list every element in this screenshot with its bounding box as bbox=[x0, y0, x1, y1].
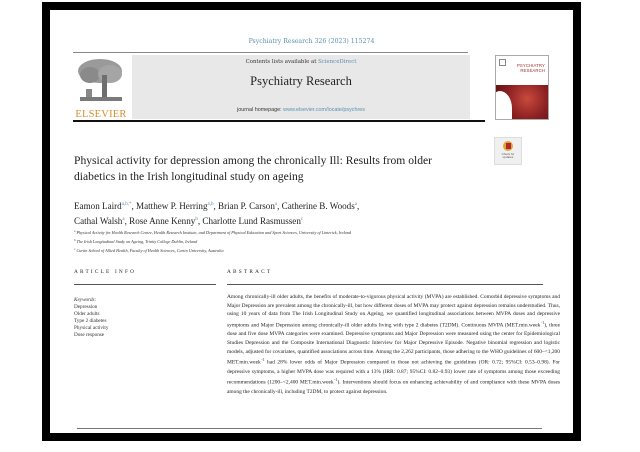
cover-title-line2: RESEARCH bbox=[520, 67, 545, 73]
crossmark-label-line2: updates bbox=[502, 155, 514, 160]
journal-citation: Psychiatry Research 326 (2023) 115274 bbox=[248, 38, 375, 45]
affiliation: $^a$ Physical Activity for Health Research Centre, Health Research Institute, and Department of Physical Education and Sport Sciences, University of Limerick, Ireland bbox=[74, 229, 351, 235]
author[interactable]: Brian P. Carson$^a$ bbox=[218, 201, 278, 211]
article-info-rule bbox=[74, 284, 216, 285]
keyword: Type 2 diabetes bbox=[74, 317, 107, 324]
sciencedirect-link[interactable]: ScienceDirect bbox=[318, 59, 357, 65]
check-for-updates-button[interactable] bbox=[494, 137, 522, 165]
abstract-rule bbox=[227, 284, 543, 285]
keyword: Dose response bbox=[74, 331, 105, 338]
cover-title-line1: PSYCHIATRY bbox=[516, 63, 545, 68]
cover-logo-icon bbox=[499, 59, 506, 66]
homepage-prefix: journal homepage: bbox=[237, 107, 284, 113]
header-top-rule bbox=[73, 52, 468, 53]
keyword: Depression bbox=[74, 303, 98, 310]
header-bottom-rule bbox=[73, 120, 485, 122]
publisher-name: ELSEVIER bbox=[75, 109, 127, 120]
affiliation: $^b$ The Irish Longitudinal Study on Ageing, Trinity College Dublin, Ireland bbox=[74, 237, 198, 244]
journal-cover-thumbnail bbox=[495, 55, 549, 120]
crossmark-label-line1: Check for bbox=[501, 152, 515, 156]
article-info-heading: ARTICLE INFO bbox=[74, 269, 137, 275]
elsevier-tree-icon bbox=[76, 57, 124, 104]
crossmark-label bbox=[495, 153, 521, 160]
cover-title bbox=[517, 64, 545, 73]
cover-face-silhouette bbox=[495, 91, 512, 120]
paper-first-page bbox=[50, 10, 573, 433]
cover-image bbox=[496, 85, 548, 119]
journal-title: Psychiatry Research bbox=[250, 74, 352, 88]
contents-prefix: Contents lists available at bbox=[245, 59, 319, 65]
keyword: Physical activity bbox=[74, 324, 109, 331]
keyword: Older adults bbox=[74, 310, 100, 317]
elsevier-logo bbox=[72, 57, 128, 123]
homepage-line bbox=[132, 107, 470, 113]
homepage-link[interactable]: www.elsevier.com/locate/psychres bbox=[283, 107, 365, 113]
crossmark-bookmark-icon bbox=[506, 143, 511, 149]
author[interactable]: Matthew P. Herring$^{a,b}$ bbox=[136, 201, 214, 211]
affiliation: $^c$ Curtin School of Allied Health, Faculty of Health Sciences, Curtin University, Australia bbox=[74, 246, 224, 253]
affiliations bbox=[74, 228, 524, 254]
keywords-block bbox=[74, 297, 108, 338]
author[interactable]: Charlotte Lund Rasmussen$^c$ bbox=[202, 216, 304, 226]
contents-line bbox=[132, 59, 470, 65]
author-list: Eamon Laird$^{a,b,*}$, Matthew P. Herring$^{a,b}$, Brian P. Carson$^a$, Catherine B. Woods$^a$, Cathal Walsh$^a$, Rose Anne Kenny$^b$, Charlotte Lund Rasmussen$^c$ bbox=[74, 201, 360, 226]
article-title: Physical activity for depression among the chronically Ill: Results from older diabetics in the Irish longitudinal study on ageing bbox=[74, 154, 433, 183]
author[interactable]: Catherine B. Woods$^a$ bbox=[281, 201, 357, 211]
journal-banner bbox=[132, 55, 470, 119]
author[interactable]: Cathal Walsh$^a$ bbox=[74, 216, 125, 226]
abstract-heading: ABSTRACT bbox=[227, 269, 273, 275]
keywords-label: Keywords: bbox=[74, 297, 97, 303]
abstract-text: Among chronically-ill older adults, the benefits of moderate-to-vigorous physical activity (MVPA) are established. Comorbid depressive symptoms and Major Depression are prevalent among the chronically-ill, but how different doses of MVPA may protect against depression remains understudied. Thus, using 10 years of data from The Irish Longitudinal Study on Ageing, we quantified longitudinal associations between MVPA doses and depressive symptoms and Major Depression among chronically-ill older adults living with type 2 diabetes (T2DM). Continuous MVPA (MET.min.week$^{-1}$), three dose and five dose MVPA categories were examined. Depressive symptoms and Major Depression were measured using the center for Epidemiological Studies Depression and the Composite International Diagnostic Interview for Major Depressive Episode. Negative binomial regression and logistic models, adjusted for covariates, quantified associations across time. Among the 2,262 participants, those adhering to the WHO guidelines of 600–<1,200 MET.min.week$^{-1}$ had 28% lower odds of Major Depression compared to those not achieving the guidelines (OR: 0.72; 95%CI: 0.53–0.98). For depressive symptoms, a higher MVPA dose was required with a 13% (IRR: 0.87; 95%CI: 0.82–0.93) lower rate of symptoms among those exceeding recommendations (1200–<2,400 MET.min.week$^{-1}$). Interventions should focus on enhancing achievability of and compliance with these MVPA doses among the chronically-ill, including T2DM, to protect against depression. bbox=[227, 294, 560, 395]
author[interactable]: Rose Anne Kenny$^b$ bbox=[129, 216, 198, 226]
abstract-bottom-rule bbox=[77, 428, 542, 429]
author[interactable]: Eamon Laird$^{a,b,*}$ bbox=[74, 201, 132, 211]
